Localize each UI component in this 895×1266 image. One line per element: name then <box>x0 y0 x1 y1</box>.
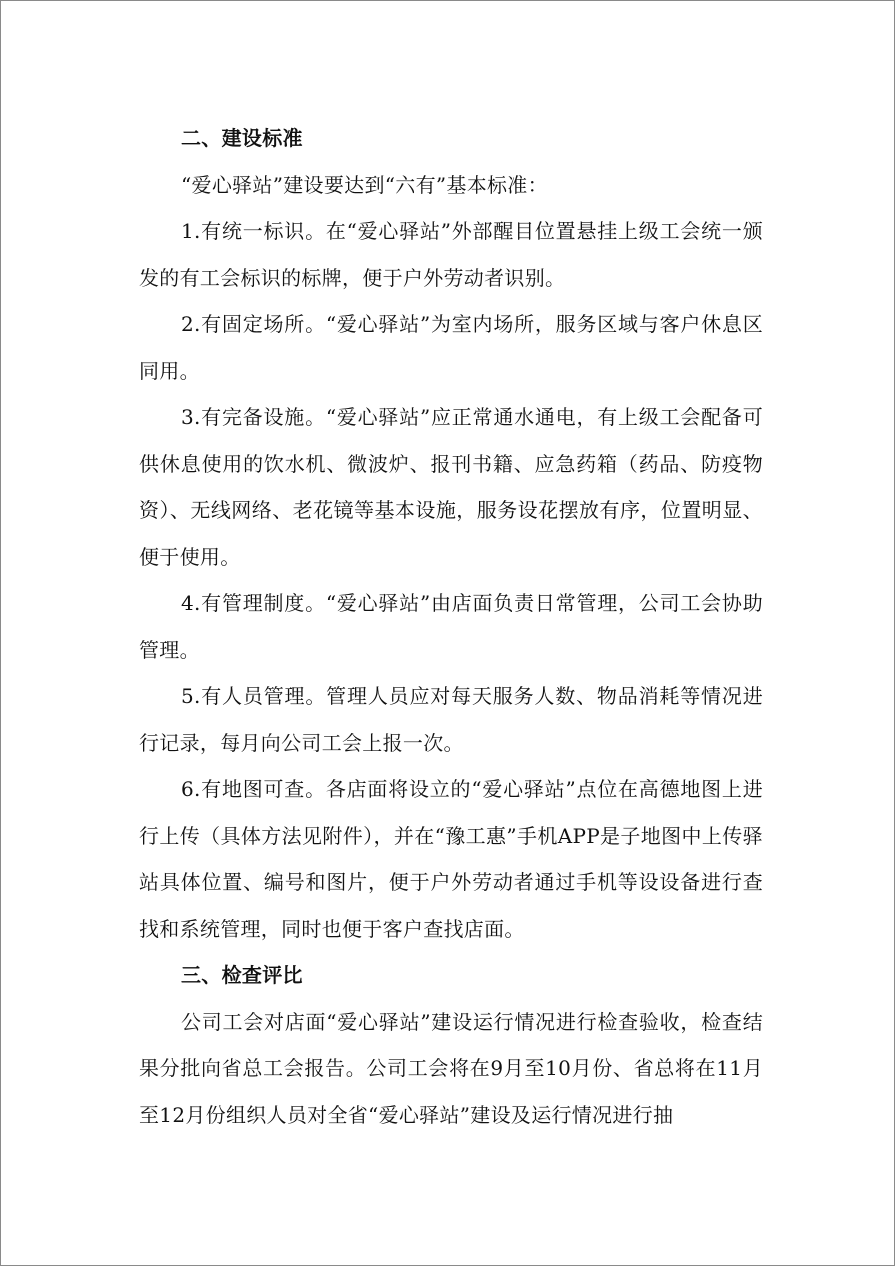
inspection-paragraph: 公司工会对店面“爱心驿站”建设运行情况进行检查验收，检查结果分批向省总工会报告。公司工会将在9月至10月份、省总将在11月至12月份组织人员对全省“爱心驿站”建设及运行情况进行抽 <box>139 1009 763 1127</box>
standard-item-6: 6.有地图可查。各店面将设立的“爱心驿站”点位在高德地图上进行上传（具体方法见附件），并在“豫工惠”手机APP是子地图中上传驿站具体位置、编号和图片，便于户外劳动者通过手机等设设备进行查找和系统管理，同时也便于客户查找店面。 <box>139 777 763 941</box>
standard-item-2: 2.有固定场所。“爱心驿站”为室内场所，服务区域与客户休息区同用。 <box>139 312 763 383</box>
section-heading-construction-standards: 二、建设标准 <box>181 126 303 150</box>
standard-item-1: 1.有统一标识。在“爱心驿站”外部醒目位置悬挂上级工会统一颁发的有工会标识的标牌，便于户外劳动者识别。 <box>139 219 763 290</box>
section-intro: “爱心驿站”建设要达到“六有”基本标准： <box>181 172 548 197</box>
standard-item-3: 3.有完备设施。“爱心驿站”应正常通水通电，有上级工会配备可供休息使用的饮水机、微波炉、报刊书籍、应急药箱（药品、防疫物资）、无线网络、老花镜等基本设施，服务设花摆放有序，位置明显、便于使用。 <box>139 405 763 569</box>
standard-item-4: 4.有管理制度。“爱心驿站”由店面负责日常管理，公司工会协助管理。 <box>139 591 763 662</box>
standard-item-5: 5.有人员管理。管理人员应对每天服务人数、物品消耗等情况进行记录，每月向公司工会上报一次。 <box>139 684 763 755</box>
document-body <box>139 115 763 1138</box>
section-heading-inspection: 三、检查评比 <box>181 963 303 987</box>
